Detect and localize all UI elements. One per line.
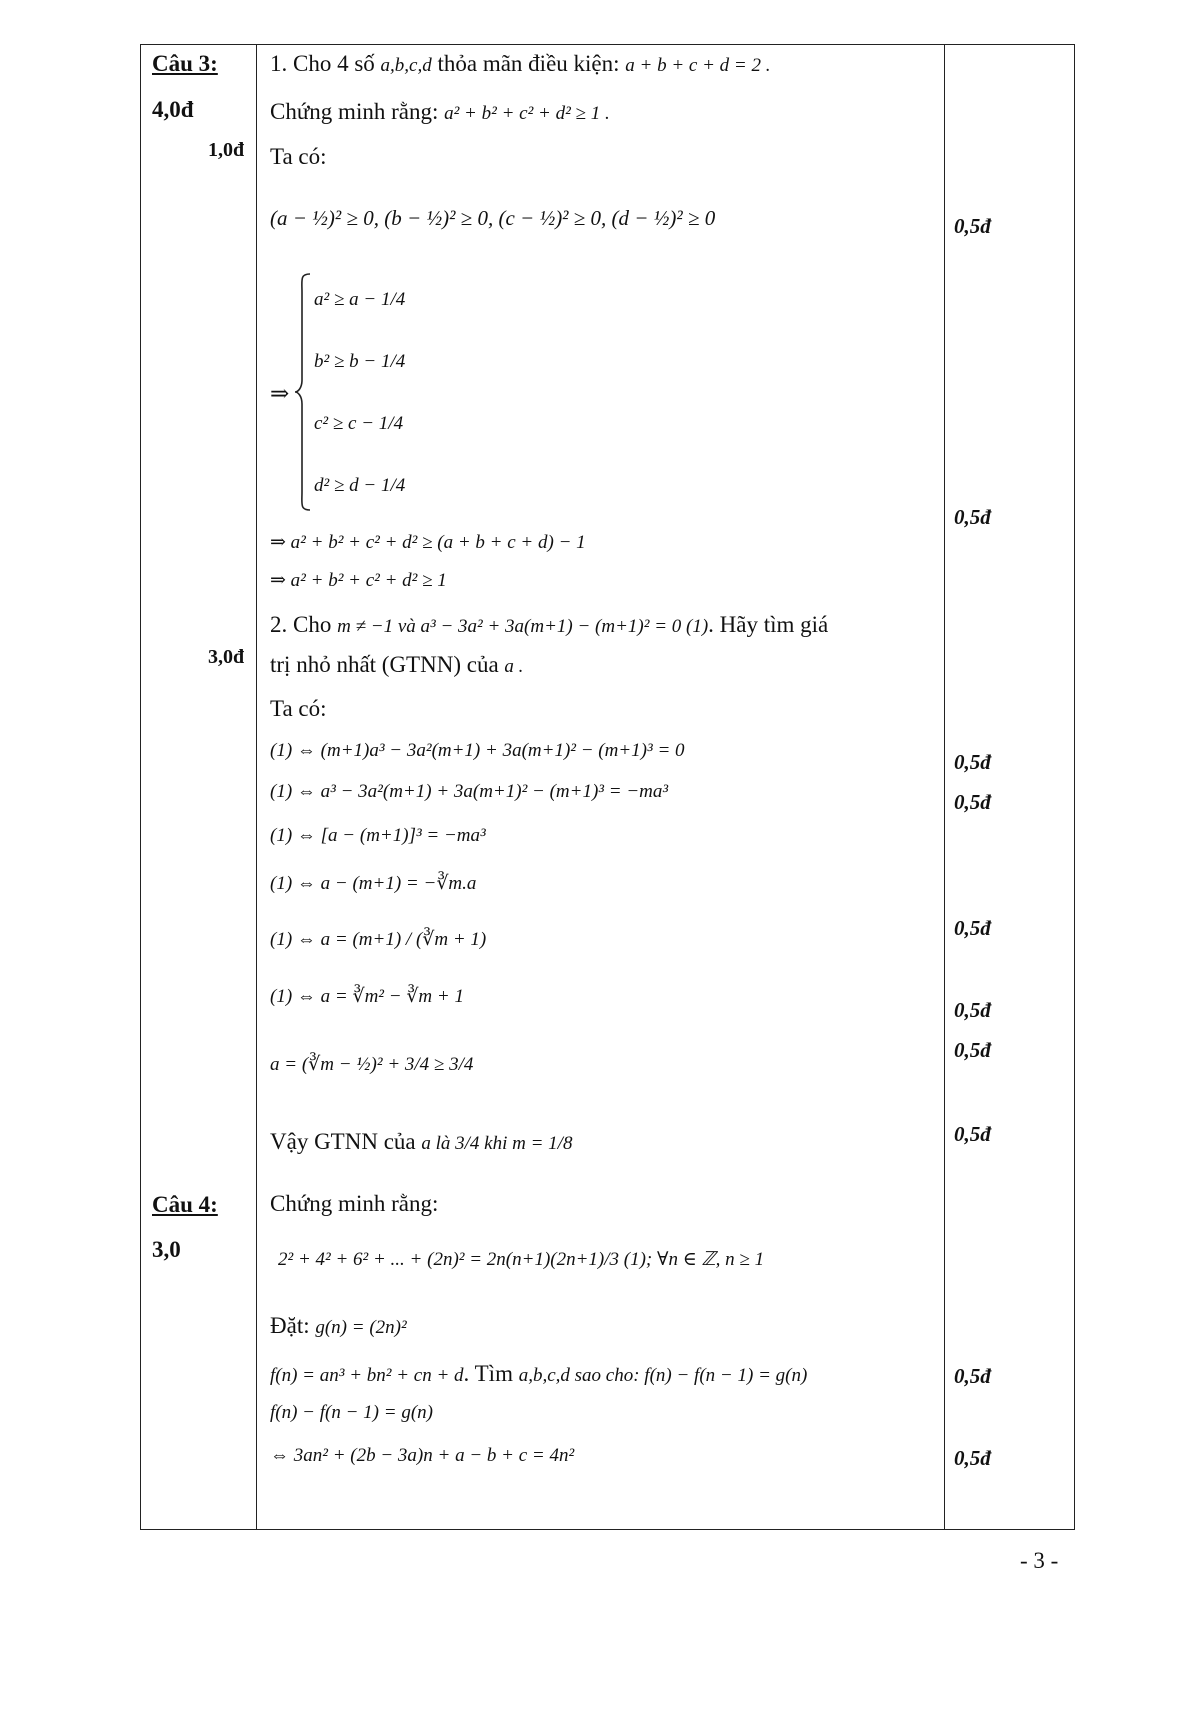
squares-inequality: (a − ½)² ≥ 0, (b − ½)² ≥ 0, (c − ½)² ≥ 0, (d − ½)² ≥ 0 <box>270 206 716 230</box>
q4-difference: f(n) − f(n − 1) = g(n) <box>270 1402 433 1423</box>
q3-part1-statement: 1. Cho 4 số a,b,c,d thỏa mãn điều kiện: a + b + c + d = 2 . <box>270 51 771 76</box>
system-line-c: c² ≥ c − 1/4 <box>314 413 404 434</box>
q4-definition-f: f(n) = an³ + bn² + cn + d. Tìm a,b,c,d sao cho: f(n) − f(n − 1) = g(n) <box>270 1361 808 1386</box>
system-line-d: d² ≥ d − 1/4 <box>314 475 406 496</box>
step-sum: ⇒ a² + b² + c² + d² ≥ (a + b + c + d) − 1 <box>270 532 586 553</box>
score-mark: 0,5đ <box>954 1122 991 1146</box>
q4-total-points: 3,0 <box>152 1237 181 1262</box>
q3-ta-co: Ta có: <box>270 144 327 169</box>
equivalence-2: (1) ⇔ a³ − 3a²(m+1) + 3a(m+1)² − (m+1)³ = −ma³ <box>270 781 669 802</box>
q3-prove-statement: Chứng minh rằng: a² + b² + c² + d² ≥ 1 . <box>270 99 610 124</box>
page-number: - 3 - <box>1020 1548 1059 1573</box>
q4-definition-g: Đặt: g(n) = (2n)² <box>270 1313 407 1338</box>
equivalence-3: (1) ⇔ [a − (m+1)]³ = −ma³ <box>270 825 486 846</box>
q3-ta-co-2: Ta có: <box>270 696 327 721</box>
equivalence-6: (1) ⇔ a = ∛m² − ∛m + 1 <box>270 986 464 1007</box>
step-result: ⇒ a² + b² + c² + d² ≥ 1 <box>270 570 447 591</box>
score-mark: 0,5đ <box>954 1446 991 1470</box>
score-mark: 0,5đ <box>954 750 991 774</box>
equivalence-1: (1) ⇔ (m+1)a³ − 3a²(m+1) + 3a(m+1)² − (m+1)³ = 0 <box>270 740 685 761</box>
q3-total-points: 4,0đ <box>152 97 194 122</box>
score-mark: 0,5đ <box>954 505 991 529</box>
q3-label: Câu 3: <box>152 51 218 76</box>
score-mark: 0,5đ <box>954 790 991 814</box>
system-line-b: b² ≥ b − 1/4 <box>314 351 406 372</box>
score-mark: 0,5đ <box>954 1038 991 1062</box>
q3-part2-line1: 2. Cho m ≠ −1 và a³ − 3a² + 3a(m+1) − (m+1)² = 0 (1). Hãy tìm giá <box>270 612 829 637</box>
score-mark: 0,5đ <box>954 998 991 1022</box>
table-divider-left <box>256 44 257 1530</box>
q3-part2-line2: trị nhỏ nhất (GTNN) của a . <box>270 652 524 677</box>
completed-square: a = (∛m − ½)² + 3/4 ≥ 3/4 <box>270 1054 474 1075</box>
system-brace <box>294 272 312 512</box>
system-line-a: a² ≥ a − 1/4 <box>314 289 406 310</box>
q3-part1-points: 1,0đ <box>208 139 245 161</box>
score-mark: 0,5đ <box>954 214 991 238</box>
q4-prove-statement: Chứng minh rằng: <box>270 1191 439 1216</box>
equivalence-4: (1) ⇔ a − (m+1) = −∛m.a <box>270 873 477 894</box>
q4-expansion: ⇔ 3an² + (2b − 3a)n + a − b + c = 4n² <box>270 1445 575 1466</box>
equivalence-5: (1) ⇔ a = (m+1) / (∛m + 1) <box>270 929 487 950</box>
system-arrow: ⇒ <box>270 381 290 406</box>
score-mark: 0,5đ <box>954 916 991 940</box>
q3-part2-points: 3,0đ <box>208 646 245 668</box>
table-divider-right <box>944 44 945 1530</box>
q3-conclusion: Vậy GTNN của a là 3/4 khi m = 1/8 <box>270 1129 573 1154</box>
q4-sum-formula: 2² + 4² + 6² + ... + (2n)² = 2n(n+1)(2n+1)/3 (1); ∀n ∈ ℤ, n ≥ 1 <box>278 1249 765 1270</box>
q4-label: Câu 4: <box>152 1192 218 1217</box>
score-mark: 0,5đ <box>954 1364 991 1388</box>
